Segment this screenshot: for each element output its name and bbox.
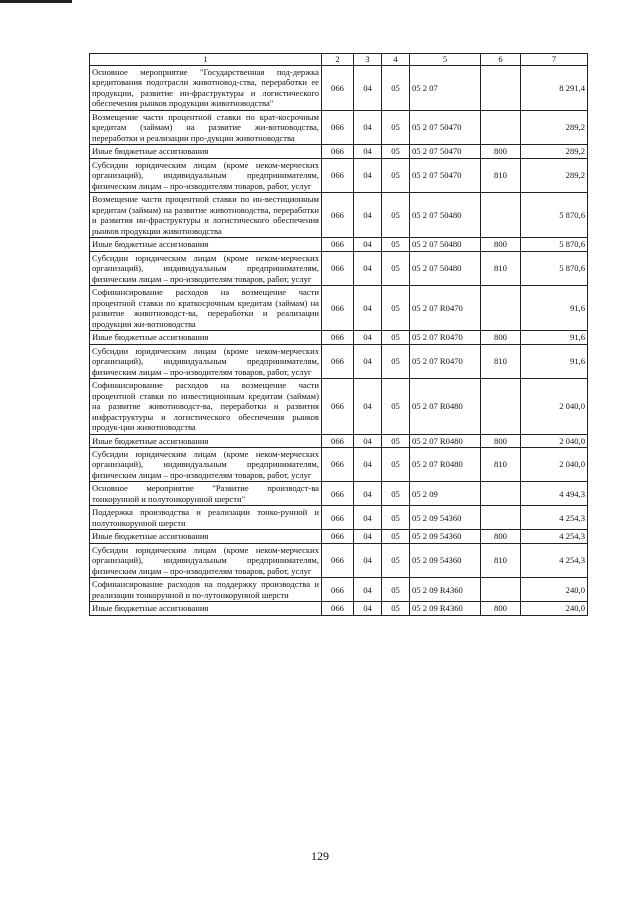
row-grbs-code: 066 <box>322 193 354 238</box>
row-subsection-code: 05 <box>382 602 410 615</box>
row-grbs-code: 066 <box>322 447 354 481</box>
row-target-code: 05 2 09 R4360 <box>410 578 481 602</box>
table-row <box>90 543 588 577</box>
row-name: Субсидии юридическим лицам (кроме неком-мерческих организаций), индивидуальным предпринимателям, физическим лицам – про-изводителям товаров, работ, услуг <box>90 447 322 481</box>
budget-table <box>89 53 588 616</box>
row-section-code: 04 <box>354 543 382 577</box>
row-section-code: 04 <box>354 506 382 530</box>
row-section-code: 04 <box>354 578 382 602</box>
row-expense-type-code: 810 <box>481 447 521 481</box>
row-expense-type-code: 800 <box>481 434 521 447</box>
row-amount: 4 494,3 <box>521 482 588 506</box>
table-row <box>90 482 588 506</box>
row-amount: 289,2 <box>521 158 588 192</box>
page-number: 129 <box>311 849 329 863</box>
row-target-code: 05 2 07 50470 <box>410 145 481 158</box>
row-amount: 5 870,6 <box>521 251 588 285</box>
row-target-code: 05 2 07 50470 <box>410 110 481 144</box>
row-grbs-code: 066 <box>322 602 354 615</box>
row-amount: 2 040,0 <box>521 434 588 447</box>
table-row <box>90 530 588 543</box>
row-target-code: 05 2 09 R4360 <box>410 602 481 615</box>
row-target-code: 05 2 07 R0470 <box>410 344 481 378</box>
row-grbs-code: 066 <box>322 145 354 158</box>
row-target-code: 05 2 07 R0480 <box>410 379 481 434</box>
row-amount: 2 040,0 <box>521 379 588 434</box>
row-subsection-code: 05 <box>382 66 410 111</box>
table-row <box>90 193 588 238</box>
row-target-code: 05 2 09 <box>410 482 481 506</box>
row-expense-type-code: 810 <box>481 251 521 285</box>
row-expense-type-code: 800 <box>481 530 521 543</box>
row-subsection-code: 05 <box>382 110 410 144</box>
row-name: Поддержка производства и реализации тонко-рунной и полутонкорунной шерсти <box>90 506 322 530</box>
row-grbs-code: 066 <box>322 482 354 506</box>
row-amount: 91,6 <box>521 286 588 331</box>
row-section-code: 04 <box>354 145 382 158</box>
row-expense-type-code: 810 <box>481 344 521 378</box>
row-name: Возмещение части процентной ставки по ин-вестиционным кредитам (займам) на развитие животноводства, переработки и развития ин-фраструктуры и логистического обеспечения рынков продукции животноводства <box>90 193 322 238</box>
row-section-code: 04 <box>354 66 382 111</box>
row-target-code: 05 2 07 <box>410 66 481 111</box>
row-section-code: 04 <box>354 344 382 378</box>
row-name: Софинансирование расходов на поддержку производства и реализации тонкорунной и по-лутонкорунной шерсти <box>90 578 322 602</box>
row-grbs-code: 066 <box>322 110 354 144</box>
row-amount: 8 291,4 <box>521 66 588 111</box>
row-section-code: 04 <box>354 286 382 331</box>
row-section-code: 04 <box>354 379 382 434</box>
row-target-code: 05 2 07 R0480 <box>410 434 481 447</box>
row-expense-type-code: 810 <box>481 543 521 577</box>
row-target-code: 05 2 09 54360 <box>410 530 481 543</box>
row-subsection-code: 05 <box>382 286 410 331</box>
row-target-code: 05 2 07 R0480 <box>410 447 481 481</box>
row-name: Иные бюджетные ассигнования <box>90 530 322 543</box>
row-section-code: 04 <box>354 251 382 285</box>
row-target-code: 05 2 09 54360 <box>410 506 481 530</box>
row-name: Субсидии юридическим лицам (кроме неком-мерческих организаций), индивидуальным предпринимателям, физическим лицам – про-изводителям товаров, работ, услуг <box>90 344 322 378</box>
row-subsection-code: 05 <box>382 434 410 447</box>
row-target-code: 05 2 07 50480 <box>410 193 481 238</box>
row-target-code: 05 2 07 R0470 <box>410 331 481 344</box>
row-section-code: 04 <box>354 331 382 344</box>
row-subsection-code: 05 <box>382 379 410 434</box>
row-section-code: 04 <box>354 110 382 144</box>
row-target-code: 05 2 07 50470 <box>410 158 481 192</box>
row-expense-type-code <box>481 193 521 238</box>
row-target-code: 05 2 07 50480 <box>410 251 481 285</box>
row-grbs-code: 066 <box>322 286 354 331</box>
row-section-code: 04 <box>354 602 382 615</box>
row-grbs-code: 066 <box>322 251 354 285</box>
row-amount: 289,2 <box>521 145 588 158</box>
table-row <box>90 158 588 192</box>
row-name: Субсидии юридическим лицам (кроме неком-мерческих организаций), индивидуальным предпринимателям, физическим лицам – про-изводителям товаров, работ, услуг <box>90 543 322 577</box>
row-subsection-code: 05 <box>382 482 410 506</box>
row-expense-type-code: 810 <box>481 158 521 192</box>
row-expense-type-code: 800 <box>481 238 521 251</box>
row-subsection-code: 05 <box>382 251 410 285</box>
row-grbs-code: 066 <box>322 238 354 251</box>
row-subsection-code: 05 <box>382 193 410 238</box>
row-grbs-code: 066 <box>322 434 354 447</box>
row-name: Субсидии юридическим лицам (кроме неком-мерческих организаций), индивидуальным предпринимателям, физическим лицам – про-изводителям товаров, работ, услуг <box>90 251 322 285</box>
row-section-code: 04 <box>354 158 382 192</box>
row-amount: 91,6 <box>521 344 588 378</box>
table-row <box>90 66 588 111</box>
row-section-code: 04 <box>354 434 382 447</box>
table-row <box>90 145 588 158</box>
row-subsection-code: 05 <box>382 447 410 481</box>
row-name: Иные бюджетные ассигнования <box>90 602 322 615</box>
row-expense-type-code <box>481 66 521 111</box>
row-expense-type-code: 800 <box>481 602 521 615</box>
row-subsection-code: 05 <box>382 578 410 602</box>
row-name: Иные бюджетные ассигнования <box>90 238 322 251</box>
table-row <box>90 602 588 615</box>
row-amount: 240,0 <box>521 602 588 615</box>
table-row <box>90 344 588 378</box>
row-amount: 4 254,3 <box>521 543 588 577</box>
row-grbs-code: 066 <box>322 543 354 577</box>
row-amount: 5 870,6 <box>521 238 588 251</box>
row-grbs-code: 066 <box>322 578 354 602</box>
row-section-code: 04 <box>354 193 382 238</box>
header-col-1: 1 <box>90 54 322 66</box>
top-rule <box>0 0 72 3</box>
row-grbs-code: 066 <box>322 158 354 192</box>
row-expense-type-code <box>481 286 521 331</box>
row-subsection-code: 05 <box>382 158 410 192</box>
row-section-code: 04 <box>354 530 382 543</box>
row-target-code: 05 2 07 50480 <box>410 238 481 251</box>
table-row <box>90 447 588 481</box>
row-name: Возмещение части процентной ставки по крат-косрочным кредитам (займам) на развитие жи-вотноводства, переработки и реализации про-дукции животноводства <box>90 110 322 144</box>
row-target-code: 05 2 07 R0470 <box>410 286 481 331</box>
header-col-6: 6 <box>481 54 521 66</box>
row-expense-type-code <box>481 506 521 530</box>
row-section-code: 04 <box>354 482 382 506</box>
header-col-5: 5 <box>410 54 481 66</box>
table-row <box>90 578 588 602</box>
row-expense-type-code <box>481 379 521 434</box>
row-subsection-code: 05 <box>382 331 410 344</box>
row-name: Софинансирование расходов на возмещение части процентной ставки по инвестиционным кредитам (займам) на развитие животноводст-ва, переработки и развития инфраструктуры и логистического обеспечения рынков продук-ции животноводства <box>90 379 322 434</box>
row-grbs-code: 066 <box>322 344 354 378</box>
table-row <box>90 286 588 331</box>
row-subsection-code: 05 <box>382 238 410 251</box>
row-expense-type-code <box>481 578 521 602</box>
row-subsection-code: 05 <box>382 543 410 577</box>
row-name: Основное мероприятие "Развитие производст-ва тонкорунной и полутонкорунной шерсти" <box>90 482 322 506</box>
header-col-3: 3 <box>354 54 382 66</box>
table-row <box>90 110 588 144</box>
header-row <box>90 54 588 66</box>
row-expense-type-code <box>481 482 521 506</box>
row-amount: 289,2 <box>521 110 588 144</box>
row-subsection-code: 05 <box>382 506 410 530</box>
row-name: Софинансирование расходов на возмещение части процентной ставки по краткосрочным кредитам (займам) на развитие животноводст-ва, переработки и реализации продукции жи-вотноводства <box>90 286 322 331</box>
row-expense-type-code: 800 <box>481 331 521 344</box>
row-name: Субсидии юридическим лицам (кроме неком-мерческих организаций), индивидуальным предпринимателям, физическим лицам – про-изводителям товаров, работ, услуг <box>90 158 322 192</box>
table-row <box>90 506 588 530</box>
row-expense-type-code <box>481 110 521 144</box>
header-col-4: 4 <box>382 54 410 66</box>
header-col-7: 7 <box>521 54 588 66</box>
row-grbs-code: 066 <box>322 530 354 543</box>
table-row <box>90 434 588 447</box>
row-grbs-code: 066 <box>322 66 354 111</box>
row-target-code: 05 2 09 54360 <box>410 543 481 577</box>
row-subsection-code: 05 <box>382 344 410 378</box>
row-amount: 2 040,0 <box>521 447 588 481</box>
row-name: Иные бюджетные ассигнования <box>90 434 322 447</box>
row-amount: 91,6 <box>521 331 588 344</box>
header-col-2: 2 <box>322 54 354 66</box>
table-row <box>90 238 588 251</box>
row-name: Основное мероприятие "Государственная под-держка кредитования подотрасли животновод-ства, переработки ее продукции, развитие ин-фраструктуры и логистического обеспечения рынков продукции животноводства" <box>90 66 322 111</box>
table-row <box>90 331 588 344</box>
row-subsection-code: 05 <box>382 145 410 158</box>
table-row <box>90 251 588 285</box>
row-grbs-code: 066 <box>322 331 354 344</box>
row-subsection-code: 05 <box>382 530 410 543</box>
row-amount: 4 254,3 <box>521 530 588 543</box>
row-amount: 4 254,3 <box>521 506 588 530</box>
row-name: Иные бюджетные ассигнования <box>90 331 322 344</box>
row-amount: 240,0 <box>521 578 588 602</box>
row-expense-type-code: 800 <box>481 145 521 158</box>
table-row <box>90 379 588 434</box>
row-section-code: 04 <box>354 238 382 251</box>
row-grbs-code: 066 <box>322 379 354 434</box>
row-name: Иные бюджетные ассигнования <box>90 145 322 158</box>
row-grbs-code: 066 <box>322 506 354 530</box>
row-section-code: 04 <box>354 447 382 481</box>
row-amount: 5 870,6 <box>521 193 588 238</box>
